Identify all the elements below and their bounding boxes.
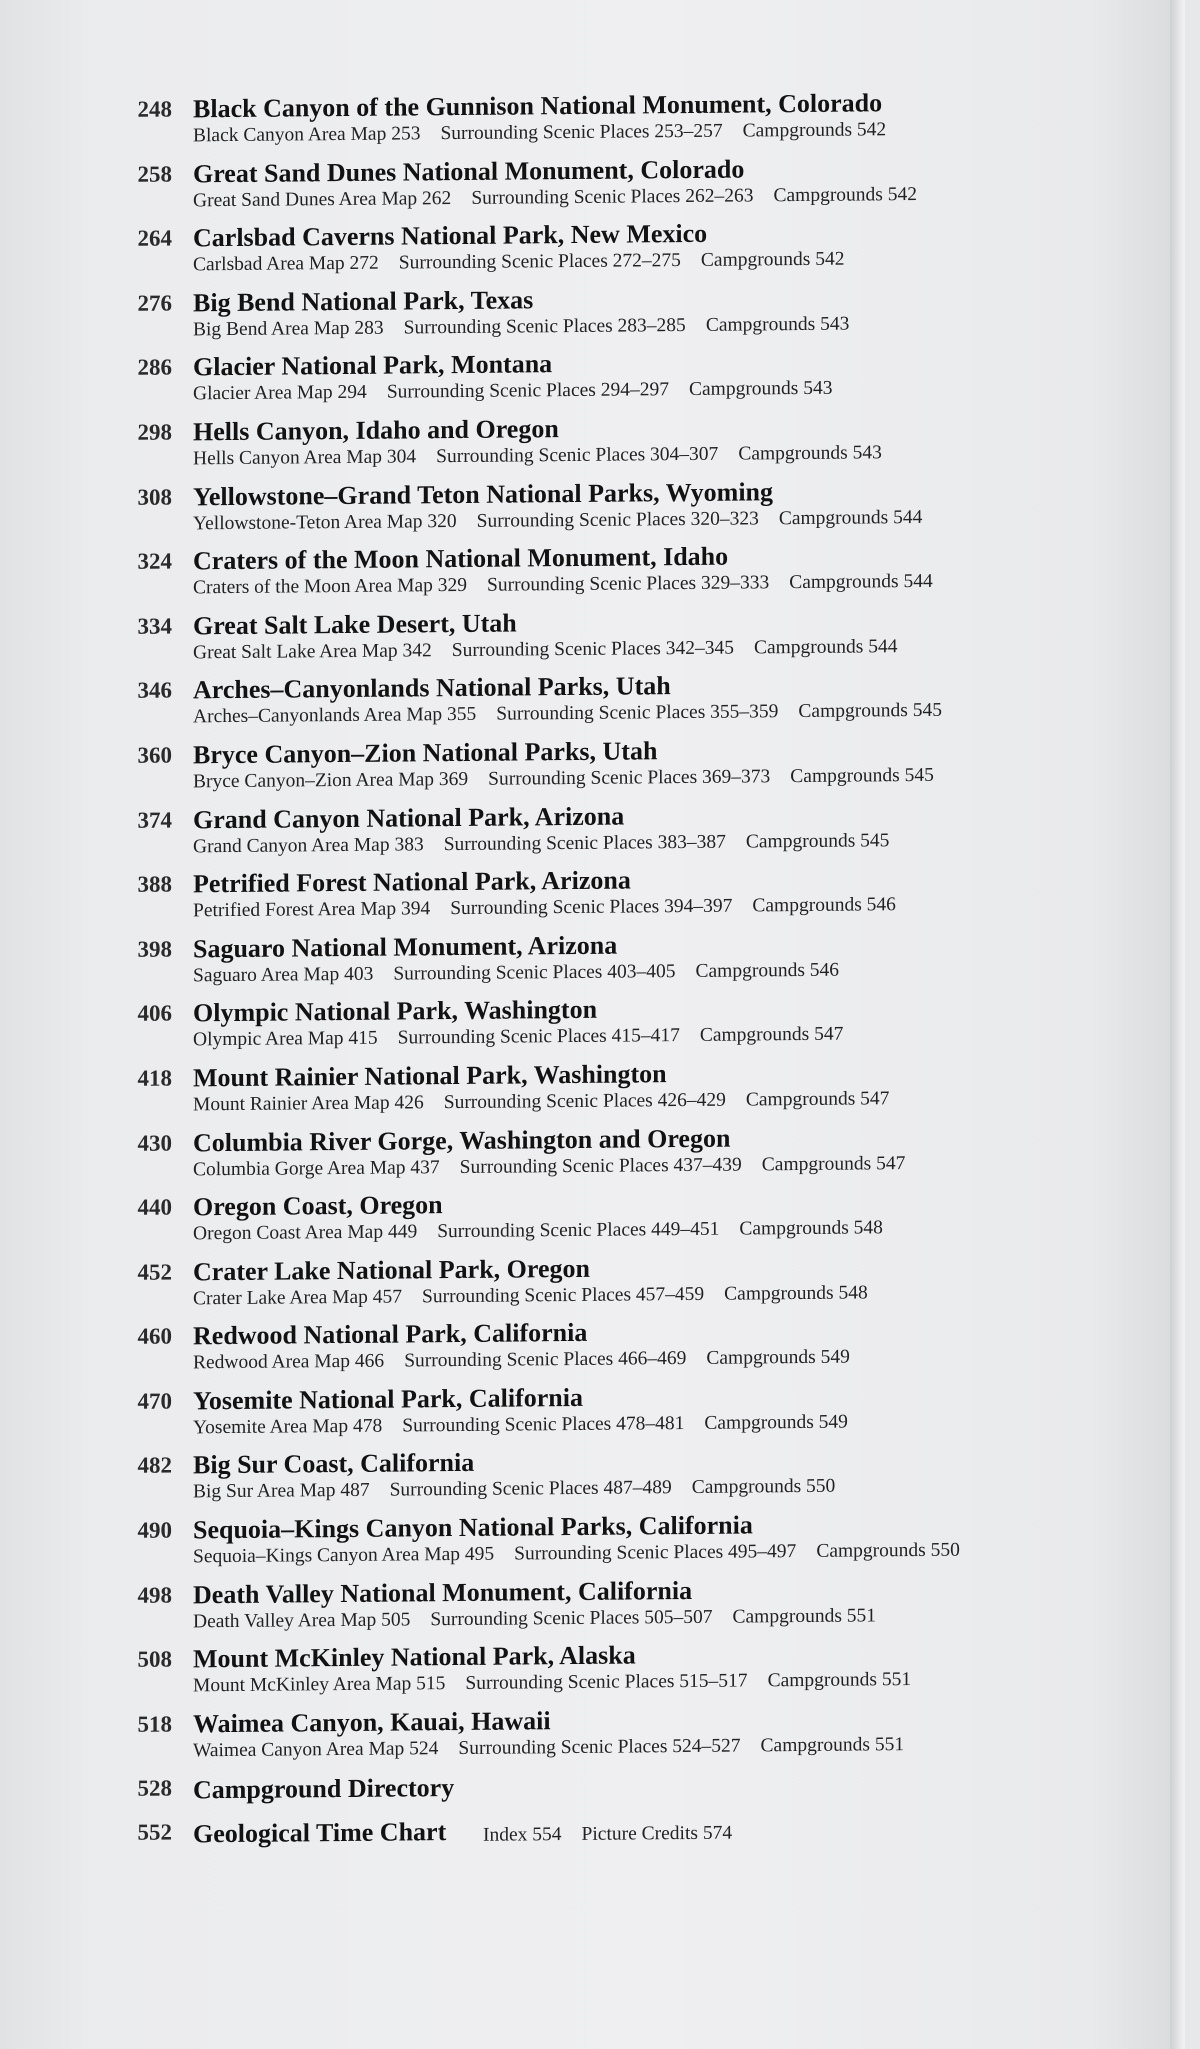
toc-title: Yosemite National Park, California (193, 1382, 583, 1416)
toc-title: Redwood National Park, California (193, 1318, 588, 1351)
toc-scenic-places: Surrounding Scenic Places 320–323 (476, 507, 759, 532)
toc-entry (0, 1378, 1185, 1453)
toc-page-number: 552 (137, 1819, 172, 1846)
toc-campgrounds: Campgrounds 544 (789, 571, 933, 594)
toc-page-number: 460 (137, 1323, 172, 1350)
toc-page-number: 498 (137, 1582, 172, 1608)
toc-area-map: Grand Canyon Area Map 383 (193, 833, 424, 857)
toc-title: Carlsbad Caverns National Park, New Mexico (193, 219, 708, 253)
toc-scenic-places: Surrounding Scenic Places 403–405 (393, 960, 676, 985)
toc-page-number: 490 (137, 1517, 172, 1543)
toc-scenic-places: Surrounding Scenic Places 355–359 (496, 701, 779, 726)
toc-details (193, 1476, 835, 1504)
toc-details (193, 1669, 911, 1697)
toc-campgrounds: Campgrounds 549 (704, 1411, 848, 1434)
toc-area-map: Carlsbad Area Map 272 (193, 252, 379, 276)
toc-page-number: 388 (137, 871, 172, 897)
toc-entry (0, 1248, 1185, 1323)
toc-campgrounds: Campgrounds 551 (760, 1733, 905, 1757)
toc-campgrounds: Campgrounds 547 (761, 1152, 906, 1175)
toc-page-number: 248 (137, 96, 172, 122)
toc-campgrounds: Campgrounds 545 (798, 700, 942, 723)
toc-page-number: 360 (137, 742, 172, 768)
toc-title: Glacier National Park, Montana (193, 349, 553, 382)
toc-area-map: Oregon Coast Area Map 449 (193, 1221, 418, 1245)
toc-entry (0, 925, 1185, 1000)
toc-campgrounds: Campgrounds 548 (739, 1217, 883, 1240)
toc-area-map: Waimea Canyon Area Map 524 (193, 1738, 439, 1762)
toc-page-number: 324 (137, 548, 172, 574)
toc-entry (0, 602, 1185, 677)
toc-entry (0, 861, 1185, 936)
toc-area-map: Craters of the Moon Area Map 329 (193, 575, 468, 599)
toc-title: Big Sur Coast, California (193, 1448, 475, 1480)
toc-page-number: 374 (137, 807, 172, 833)
toc-scenic-places: Surrounding Scenic Places 369–373 (488, 766, 771, 790)
toc-title: Grand Canyon National Park, Arizona (193, 801, 625, 834)
toc-entry (0, 538, 1185, 613)
toc-campgrounds: Campgrounds 551 (732, 1605, 877, 1628)
toc-campgrounds: Campgrounds 545 (790, 764, 934, 788)
toc-area-map: Olympic Area Map 415 (193, 1028, 378, 1051)
toc-entry (0, 1055, 1185, 1130)
toc-campgrounds: Campgrounds 542 (700, 248, 845, 272)
toc-entry (0, 796, 1185, 871)
toc-entry (0, 215, 1185, 290)
toc-title: Hells Canyon, Idaho and Oregon (193, 414, 559, 447)
toc-entry (0, 86, 1185, 161)
toc-details (193, 378, 833, 406)
toc-title: Columbia River Gorge, Washington and Oregon (193, 1123, 731, 1157)
toc-campgrounds: Campgrounds 547 (699, 1023, 844, 1047)
toc-area-map: Crater Lake Area Map 457 (193, 1286, 402, 1310)
toc-title: Death Valley National Monument, California (193, 1575, 693, 1609)
toc-page-number: 528 (137, 1775, 172, 1802)
toc-details (193, 1024, 843, 1052)
toc-title: Mount Rainier National Park, Washington (193, 1059, 667, 1093)
toc-scenic-places: Surrounding Scenic Places 457–459 (422, 1283, 705, 1308)
toc-campgrounds: Campgrounds 543 (705, 313, 850, 336)
toc-area-map: Big Sur Area Map 487 (193, 1480, 370, 1503)
toc-title: Campground Directory (193, 1773, 455, 1805)
toc-campgrounds: Campgrounds 546 (695, 959, 840, 982)
toc-area-map: Big Bend Area Map 283 (193, 317, 384, 341)
toc-area-map: Mount Rainier Area Map 426 (193, 1092, 424, 1116)
toc-scenic-places: Surrounding Scenic Places 304–307 (436, 443, 719, 468)
toc-scenic-places: Surrounding Scenic Places 294–297 (386, 379, 669, 403)
toc-campgrounds: Campgrounds 543 (738, 442, 882, 465)
toc-campgrounds: Campgrounds 549 (706, 1346, 850, 1370)
toc-details (193, 313, 849, 341)
toc-entry (0, 1184, 1185, 1259)
toc-scenic-places: Surrounding Scenic Places 415–417 (397, 1025, 680, 1049)
toc-title: Big Bend National Park, Texas (193, 285, 534, 318)
toc-area-map: Great Salt Lake Area Map 342 (193, 639, 432, 664)
toc-scenic-places: Surrounding Scenic Places 466–469 (404, 1348, 687, 1372)
toc-area-map: Mount McKinley Area Map 515 (193, 1673, 446, 1697)
toc-title: Petrified Forest National Park, Arizona (193, 865, 631, 899)
toc-scenic-places: Surrounding Scenic Places 524–527 (458, 1735, 741, 1759)
toc-page-number: 406 (137, 1000, 172, 1027)
toc-title: Sequoia–Kings Canyon National Parks, California (193, 1510, 753, 1545)
toc-details (193, 1217, 883, 1245)
toc-entry (0, 1442, 1185, 1517)
toc-area-map: Glacier Area Map 294 (193, 382, 367, 405)
toc-title: Great Salt Lake Desert, Utah (193, 608, 517, 641)
toc-area-map: Great Sand Dunes Area Map 262 (193, 187, 452, 211)
toc-details (193, 249, 844, 277)
toc-entry (0, 732, 1185, 807)
toc-campgrounds: Campgrounds 545 (745, 829, 890, 853)
toc-page-number: 276 (137, 290, 172, 316)
toc-entry (0, 1119, 1185, 1194)
toc-entry (0, 409, 1185, 484)
toc-entry (0, 473, 1185, 548)
toc-details (193, 1411, 848, 1439)
toc-scenic-places: Surrounding Scenic Places 515–517 (465, 1670, 748, 1695)
toc-campgrounds: Campgrounds 546 (752, 894, 896, 917)
toc-campgrounds: Campgrounds 550 (816, 1539, 960, 1562)
toc-scenic-places: Surrounding Scenic Places 283–285 (403, 314, 686, 339)
toc-entry (0, 344, 1185, 419)
toc-title: Waimea Canyon, Kauai, Hawaii (193, 1706, 551, 1739)
toc-scenic-places: Surrounding Scenic Places 329–333 (487, 572, 770, 596)
toc-area-map: Sequoia–Kings Canyon Area Map 495 (193, 1543, 495, 1568)
toc-title: Mount McKinley National Park, Alaska (193, 1640, 636, 1674)
toc-area-map: Death Valley Area Map 505 (193, 1609, 411, 1632)
table-of-contents (0, 88, 1185, 1863)
toc-details (193, 959, 839, 987)
toc-entry (0, 279, 1185, 354)
toc-title: Arches–Canyonlands National Parks, Utah (193, 671, 671, 705)
toc-scenic-places: Surrounding Scenic Places 394–397 (450, 895, 733, 920)
toc-area-map: Saguaro Area Map 403 (193, 963, 374, 987)
toc-title: Bryce Canyon–Zion National Parks, Utah (193, 736, 658, 770)
toc-details (193, 700, 942, 729)
toc-area-map: Black Canyon Area Map 253 (193, 123, 421, 147)
toc-scenic-places: Surrounding Scenic Places 505–507 (430, 1606, 713, 1630)
toc-scenic-places: Surrounding Scenic Places 487–489 (389, 1477, 672, 1502)
toc-page-number: 482 (137, 1452, 172, 1479)
toc-scenic-places: Surrounding Scenic Places 449–451 (437, 1218, 720, 1243)
toc-scenic-places: Surrounding Scenic Places 342–345 (451, 637, 734, 661)
toc-page-number: 298 (137, 419, 172, 445)
toc-area-map: Arches–Canyonlands Area Map 355 (193, 704, 477, 728)
toc-entry (0, 1571, 1185, 1646)
toc-title: Saguaro National Monument, Arizona (193, 930, 618, 964)
toc-entry-geological-time-chart (0, 1809, 1185, 1863)
toc-details (193, 1347, 850, 1375)
toc-area-map: Bryce Canyon–Zion Area Map 369 (193, 768, 469, 793)
toc-picture-credits: Picture Credits 574 (581, 1823, 733, 1846)
toc-details (193, 119, 886, 147)
toc-page-number: 286 (137, 354, 172, 381)
toc-page-number: 430 (137, 1129, 172, 1156)
toc-entry (0, 150, 1185, 225)
toc-area-map: Yellowstone-Teton Area Map 320 (193, 510, 457, 534)
toc-entry (0, 1701, 1185, 1776)
toc-page-number: 470 (137, 1388, 172, 1414)
toc-title: Geological Time Chart (193, 1817, 447, 1849)
toc-title: Craters of the Moon National Monument, Idaho (193, 541, 729, 576)
toc-page-number: 346 (137, 677, 172, 704)
toc-entry (0, 990, 1185, 1065)
toc-scenic-places: Surrounding Scenic Places 272–275 (398, 250, 681, 274)
toc-campgrounds: Campgrounds 543 (688, 378, 833, 401)
toc-title: Oregon Coast, Oregon (193, 1190, 443, 1222)
toc-title: Yellowstone–Grand Teton National Parks, Wyoming (193, 476, 774, 511)
toc-area-map: Hells Canyon Area Map 304 (193, 446, 417, 470)
toc-page-number: 518 (137, 1711, 172, 1737)
toc-title: Black Canyon of the Gunnison National Monument, Colorado (193, 88, 883, 124)
toc-scenic-places: Surrounding Scenic Places 383–387 (443, 831, 726, 855)
toc-campgrounds: Campgrounds 550 (691, 1476, 836, 1499)
toc-page-number: 264 (137, 225, 172, 251)
toc-details (193, 442, 882, 470)
toc-campgrounds: Campgrounds 547 (745, 1088, 890, 1111)
toc-title: Great Sand Dunes National Monument, Colorado (193, 154, 745, 188)
toc-scenic-places: Surrounding Scenic Places 495–497 (514, 1541, 797, 1565)
toc-entries (0, 88, 1185, 1775)
toc-scenic-places: Surrounding Scenic Places 437–439 (459, 1154, 742, 1178)
toc-campgrounds: Campgrounds 544 (753, 635, 898, 659)
toc-campgrounds: Campgrounds 551 (767, 1669, 912, 1692)
toc-entry (0, 667, 1185, 742)
toc-page-number: 508 (137, 1646, 172, 1673)
toc-index: Index 554 (483, 1824, 562, 1847)
toc-page-number: 398 (137, 936, 172, 962)
toc-scenic-places: Surrounding Scenic Places 253–257 (440, 120, 723, 145)
toc-campgrounds: Campgrounds 544 (778, 506, 923, 529)
toc-area-map: Columbia Gorge Area Map 437 (193, 1156, 440, 1180)
toc-area-map: Yosemite Area Map 478 (193, 1415, 383, 1439)
toc-page-number: 452 (137, 1259, 172, 1285)
toc-page-number: 440 (137, 1194, 172, 1220)
toc-scenic-places: Surrounding Scenic Places 262–263 (471, 185, 754, 209)
toc-entry (0, 1313, 1185, 1388)
toc-title: Olympic National Park, Washington (193, 995, 598, 1028)
toc-details (193, 894, 896, 922)
toc-area-map: Redwood Area Map 466 (193, 1350, 385, 1374)
toc-entry (0, 1507, 1185, 1582)
toc-campgrounds: Campgrounds 548 (724, 1282, 868, 1305)
toc-scenic-places: Surrounding Scenic Places 478–481 (402, 1412, 685, 1437)
toc-page-number: 308 (137, 484, 172, 510)
toc-campgrounds: Campgrounds 542 (742, 119, 887, 142)
toc-page-number: 418 (137, 1065, 172, 1091)
toc-title: Crater Lake National Park, Oregon (193, 1253, 590, 1287)
toc-page-number: 258 (137, 161, 172, 187)
toc-campgrounds: Campgrounds 542 (773, 183, 918, 206)
toc-page-number: 334 (137, 613, 172, 639)
toc-entry (0, 1636, 1185, 1711)
toc-area-map: Petrified Forest Area Map 394 (193, 898, 431, 922)
toc-extra-entries (483, 1823, 732, 1847)
toc-scenic-places: Surrounding Scenic Places 426–429 (443, 1089, 726, 1114)
